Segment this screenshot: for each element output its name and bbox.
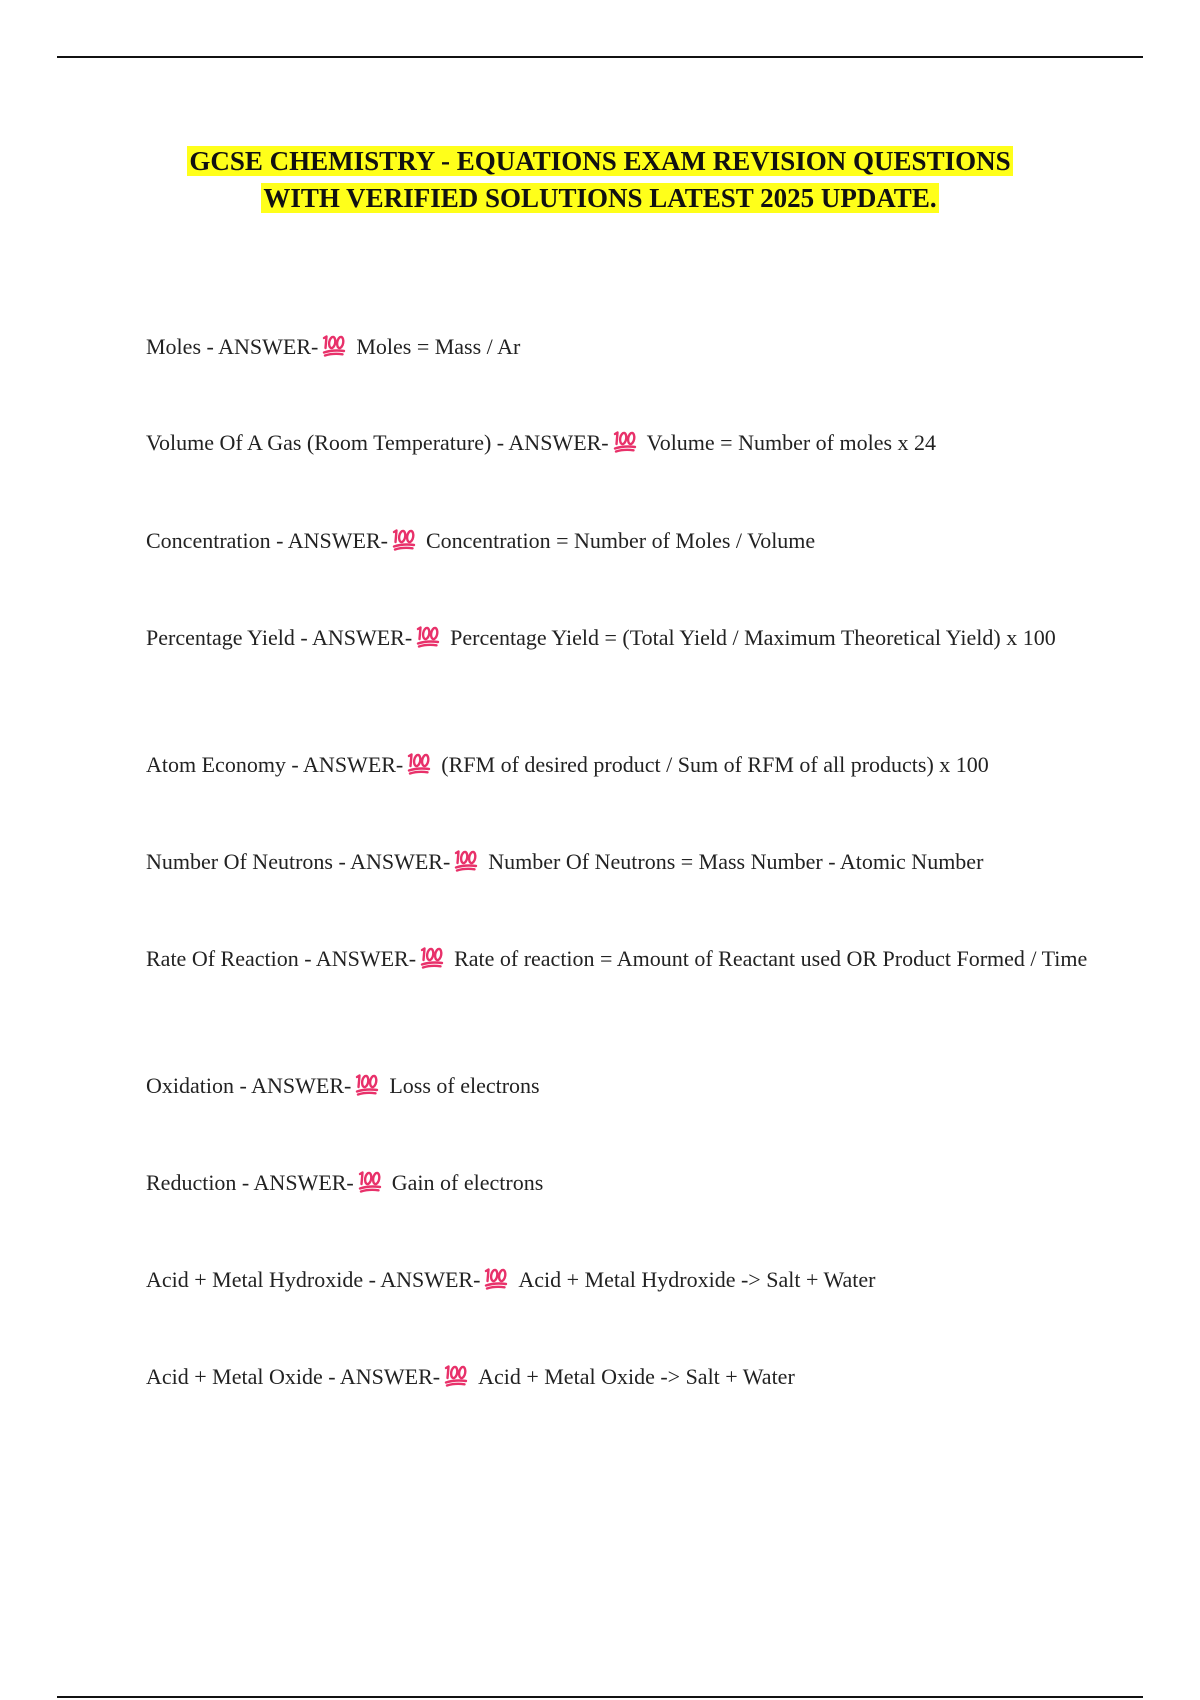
hundred-points-icon <box>357 1169 382 1193</box>
qa-item <box>146 750 1096 780</box>
answer-text: Acid + Metal Oxide -> Salt + Water <box>478 1364 795 1389</box>
title-line-1: GCSE CHEMISTRY - EQUATIONS EXAM REVISION QUESTIONS <box>189 146 1011 176</box>
question-text: Rate Of Reaction - ANSWER- <box>146 946 417 971</box>
qa-item <box>146 623 1096 653</box>
hundred-points-icon <box>453 848 478 872</box>
qa-item <box>146 526 1096 556</box>
hundred-points-icon <box>612 429 637 453</box>
answer-text: Rate of reaction = Amount of Reactant used OR Product Formed / Time <box>454 946 1088 971</box>
hundred-points-icon <box>391 527 416 551</box>
qa-item <box>146 847 1096 877</box>
qa-item <box>146 1168 1096 1198</box>
question-text: Atom Economy - ANSWER- <box>146 752 404 777</box>
question-text: Concentration - ANSWER- <box>146 528 388 553</box>
qa-item <box>146 944 1096 974</box>
answer-text: Percentage Yield = (Total Yield / Maximum Theoretical Yield) x 100 <box>450 625 1056 650</box>
qa-item <box>146 332 1096 362</box>
hundred-points-icon <box>321 333 346 357</box>
hundred-points-icon <box>354 1072 379 1096</box>
qa-item <box>146 1362 1096 1392</box>
document-title <box>0 143 1200 217</box>
answer-text: Acid + Metal Hydroxide -> Salt + Water <box>518 1267 876 1292</box>
answer-text: Loss of electrons <box>389 1073 540 1098</box>
question-text: Reduction - ANSWER- <box>146 1170 354 1195</box>
title-line-2: WITH VERIFIED SOLUTIONS LATEST 2025 UPDATE. <box>263 183 937 213</box>
question-text: Oxidation - ANSWER- <box>146 1073 352 1098</box>
hundred-points-icon <box>443 1363 468 1387</box>
top-rule <box>57 56 1143 58</box>
question-text: Acid + Metal Oxide - ANSWER- <box>146 1364 441 1389</box>
answer-text: Concentration = Number of Moles / Volume <box>425 528 816 553</box>
qa-item <box>146 1265 1096 1295</box>
hundred-points-icon <box>419 945 444 969</box>
question-text: Moles - ANSWER- <box>146 334 319 359</box>
bottom-rule <box>57 1696 1143 1698</box>
question-text: Acid + Metal Hydroxide - ANSWER- <box>146 1267 481 1292</box>
answer-text: (RFM of desired product / Sum of RFM of all products) x 100 <box>441 752 989 777</box>
hundred-points-icon <box>415 624 440 648</box>
qa-item <box>146 1071 1096 1101</box>
answer-text: Gain of electrons <box>391 1170 544 1195</box>
hundred-points-icon <box>483 1266 508 1290</box>
answer-text: Number Of Neutrons = Mass Number - Atomic Number <box>488 849 984 874</box>
question-text: Percentage Yield - ANSWER- <box>146 625 413 650</box>
answer-text: Moles = Mass / Ar <box>356 334 521 359</box>
hundred-points-icon <box>406 751 431 775</box>
qa-item <box>146 428 1096 458</box>
question-text: Volume Of A Gas (Room Temperature) - ANSWER- <box>146 430 609 455</box>
answer-text: Volume = Number of moles x 24 <box>646 430 937 455</box>
question-text: Number Of Neutrons - ANSWER- <box>146 849 451 874</box>
